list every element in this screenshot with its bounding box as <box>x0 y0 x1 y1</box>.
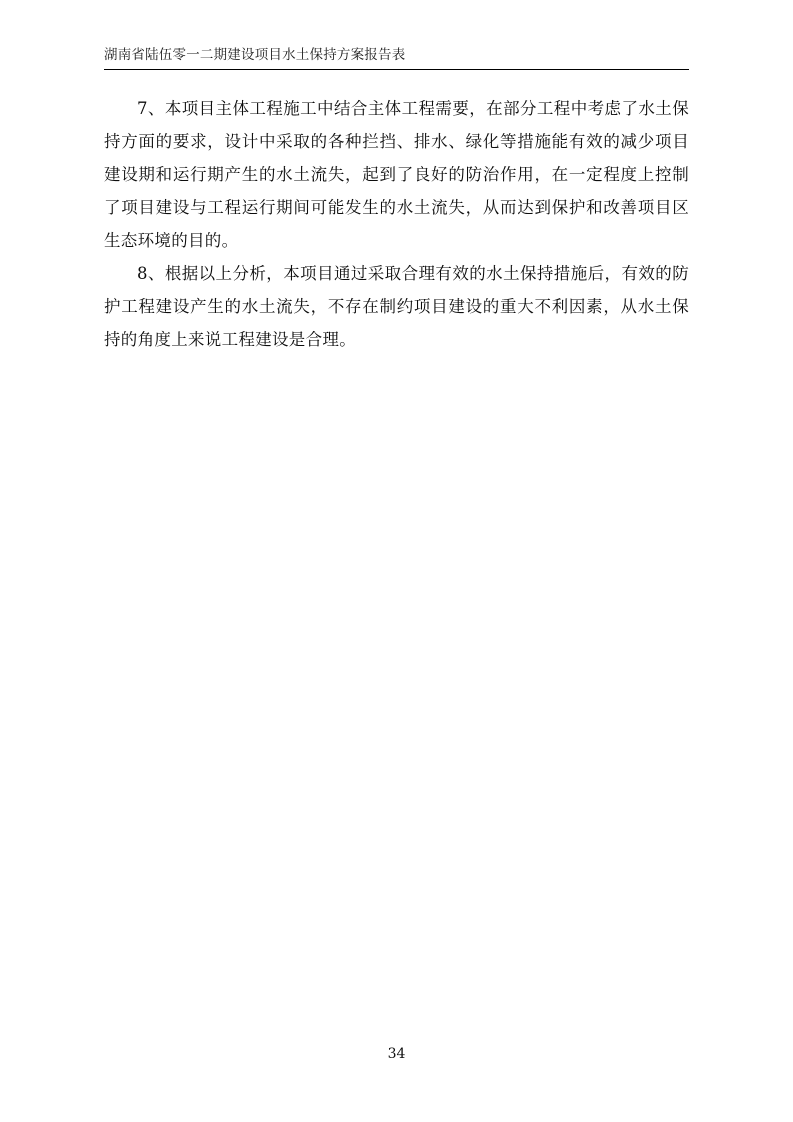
page-content-area <box>104 46 689 1066</box>
page-header-title: 湖南省陆伍零一二期建设项目水土保持方案报告表 <box>104 47 406 63</box>
paragraph-7: 7、本项目主体工程施工中结合主体工程需要，在部分工程中考虑了水土保持方面的要求，设计中采取的各种拦挡、排水、绿化等措施能有效的减少项目建设期和运行期产生的水土流失，起到了良好的防治作用，在一定程度上控制了项目建设与工程运行期间可能发生的水土流失，从而达到保护和改善项目区生态环境的目的。 <box>104 98 689 250</box>
header-divider <box>104 69 689 70</box>
document-body <box>104 92 689 356</box>
page-number: 34 <box>387 1046 406 1062</box>
page-header <box>104 46 689 69</box>
paragraph-8: 8、根据以上分析，本项目通过采取合理有效的水土保持措施后，有效的防护工程建设产生的水土流失，不存在制约项目建设的重大不利因素，从水土保持的角度上来说工程建设是合理。 <box>104 263 689 349</box>
